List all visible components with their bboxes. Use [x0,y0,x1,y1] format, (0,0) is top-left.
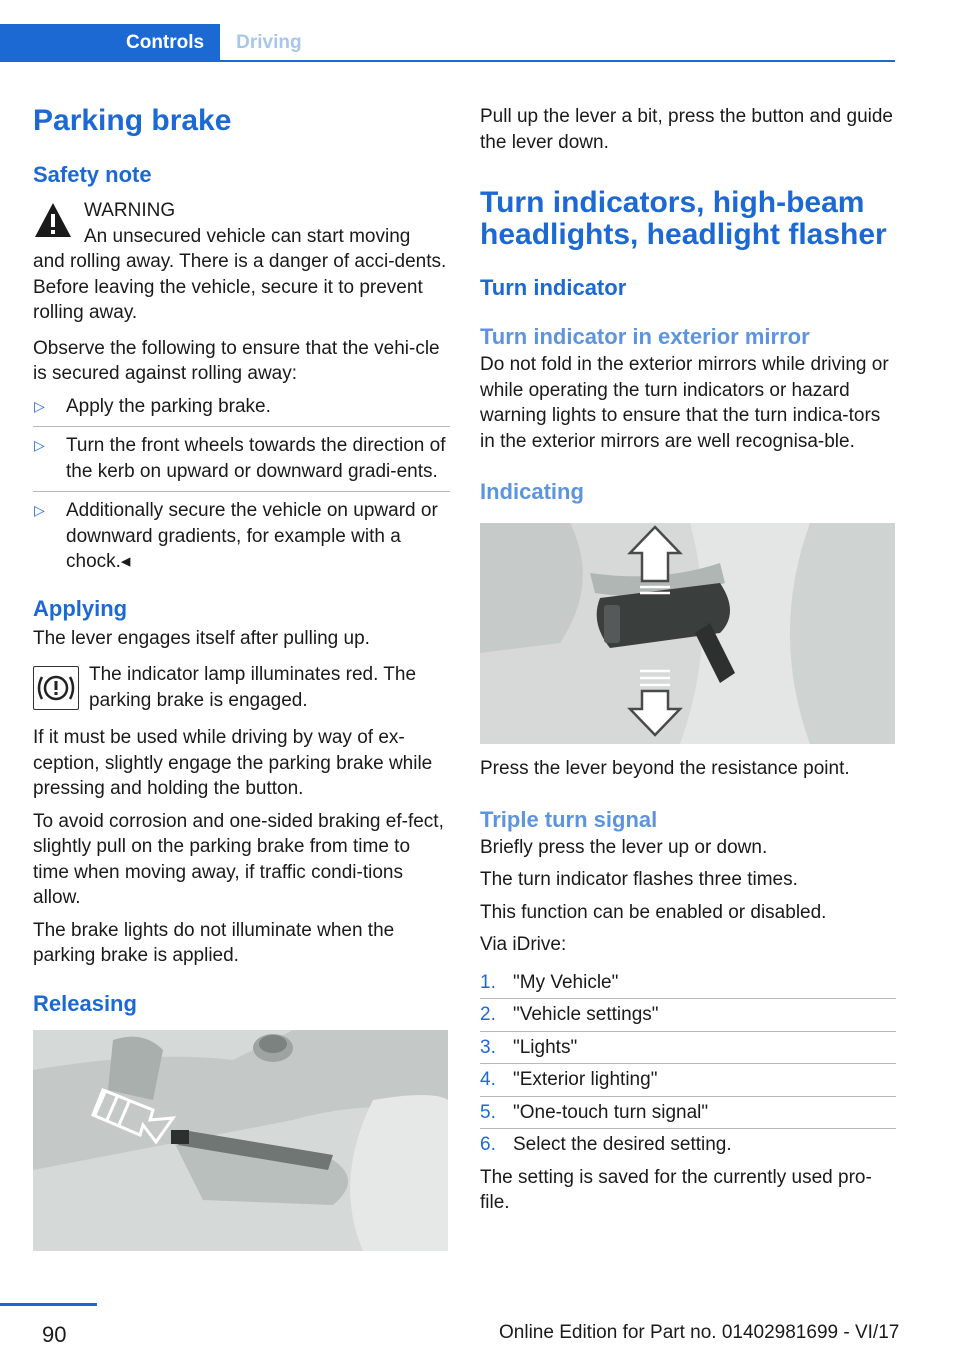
page-number: 90 [42,1322,67,1347]
triple-text-3: This function can be enabled or disabled. [480,901,827,923]
footer-rule [0,1303,97,1306]
warning-triangle-icon [33,201,73,239]
page-title-parking-brake: Parking brake [33,104,232,137]
warning-text-first-line: An unsecured vehicle can start moving [84,225,411,247]
step-number: 3. [480,1036,496,1058]
step-text: "My Vehicle" [513,971,619,993]
triple-text-2: The turn indicator flashes three times. [480,869,798,890]
heading-safety-note: Safety note [33,162,152,187]
release-text: Pull up the lever a bit, press the button and guide the lever down. [480,106,893,153]
paragraph-exception: If it must be used while driving by way of ex-ception, slightly engage the parking brake while pressing and holding the button. [33,727,433,799]
step-text: "One-touch turn signal" [513,1101,709,1123]
section-tabs [0,24,318,62]
step-number: 5. [480,1101,496,1123]
warning-label: WARNING [84,200,176,221]
list-item [480,1067,896,1097]
parking-brake-lamp-icon [33,666,79,710]
step-number: 1. [480,971,496,993]
parking-brake-image [33,1030,448,1251]
list-item [33,498,450,582]
triangle-bullet-icon: ▷ [34,437,45,453]
step-number: 6. [480,1134,496,1155]
list-item [480,1100,896,1130]
safety-bullet-list [33,394,450,582]
observe-text: Observe the following to ensure that the vehi-cle is secured against rolling away: [33,337,440,384]
paragraph-brake-lights: The brake lights do not illuminate when the parking brake is applied. [33,919,395,966]
heading-applying: Applying [33,595,128,621]
triple-text-1: Briefly press the lever up or down. [480,836,768,858]
edition-text: Online Edition for Part no. 01402981699 - VI/17 [499,1322,900,1343]
press-text: Press the lever beyond the resistance point. [480,758,850,779]
turn-lever-image [480,523,895,744]
paragraph-corrosion: To avoid corrosion and one-sided braking ef-fect, slightly pull on the parking brake from time to time when moving away, if traffic condi-tions allow. [33,810,444,908]
step-text: "Lights" [513,1036,578,1058]
heading-mirror-indicator: Turn indicator in exterior mirror [480,324,810,349]
list-item [480,1035,896,1065]
step-text: Select the desired setting. [513,1134,732,1155]
step-text: "Vehicle settings" [513,1004,659,1025]
heading-releasing: Releasing [33,990,137,1016]
list-item [480,970,896,1000]
left-column [33,96,450,1251]
turn-lever-illustration [480,523,895,744]
triangle-bullet-icon: ▷ [34,502,45,518]
list-item [33,394,450,428]
list-item-text: Turn the front wheels towards the direction of the kerb on upward or downward gradi-ents. [66,435,446,482]
indicator-lamp-block [33,662,450,713]
heading-indicating: Indicating [480,479,584,504]
list-item [33,433,450,492]
tab-controls[interactable]: Controls [0,24,220,62]
center-console-illustration [33,1030,448,1251]
saved-text: The setting is saved for the currently used pro-file. [480,1166,872,1213]
list-item [480,1002,896,1032]
page-title-turn-indicators: Turn indicators, high-beam headlights, headlight flasher [480,186,887,251]
warning-block [33,198,450,326]
mirror-text: Do not fold in the exterior mirrors while driving or while operating the turn indicators or hazard warning lights to ensure that the turn indica-tors in the exterior mirrors are well recognisa-ble. [480,354,889,452]
step-number: 4. [480,1069,496,1090]
list-item-text: Apply the parking brake. [66,395,271,417]
heading-triple-turn-signal: Triple turn signal [480,806,658,832]
heading-turn-indicator: Turn indicator [480,275,627,300]
warning-text: and rolling away. There is a danger of acci-dents. Before leaving the vehicle, secure it to prevent rolling away. [33,251,447,323]
tab-driving[interactable]: Driving [236,32,302,53]
header-rule [0,60,895,62]
step-number: 2. [480,1004,496,1025]
list-item-text: Additionally secure the vehicle on upward or downward gradients, for example with a chock.◂ [66,500,438,572]
applying-text: The lever engages itself after pulling up. [33,627,370,649]
idrive-steps-list [480,970,896,1161]
step-text: "Exterior lighting" [513,1069,658,1090]
list-item [480,1132,896,1161]
via-idrive-text: Via iDrive: [480,934,567,955]
triangle-bullet-icon: ▷ [34,397,45,414]
lamp-text: The indicator lamp illuminates red. The parking brake is engaged. [89,664,417,711]
right-column [480,96,896,1216]
